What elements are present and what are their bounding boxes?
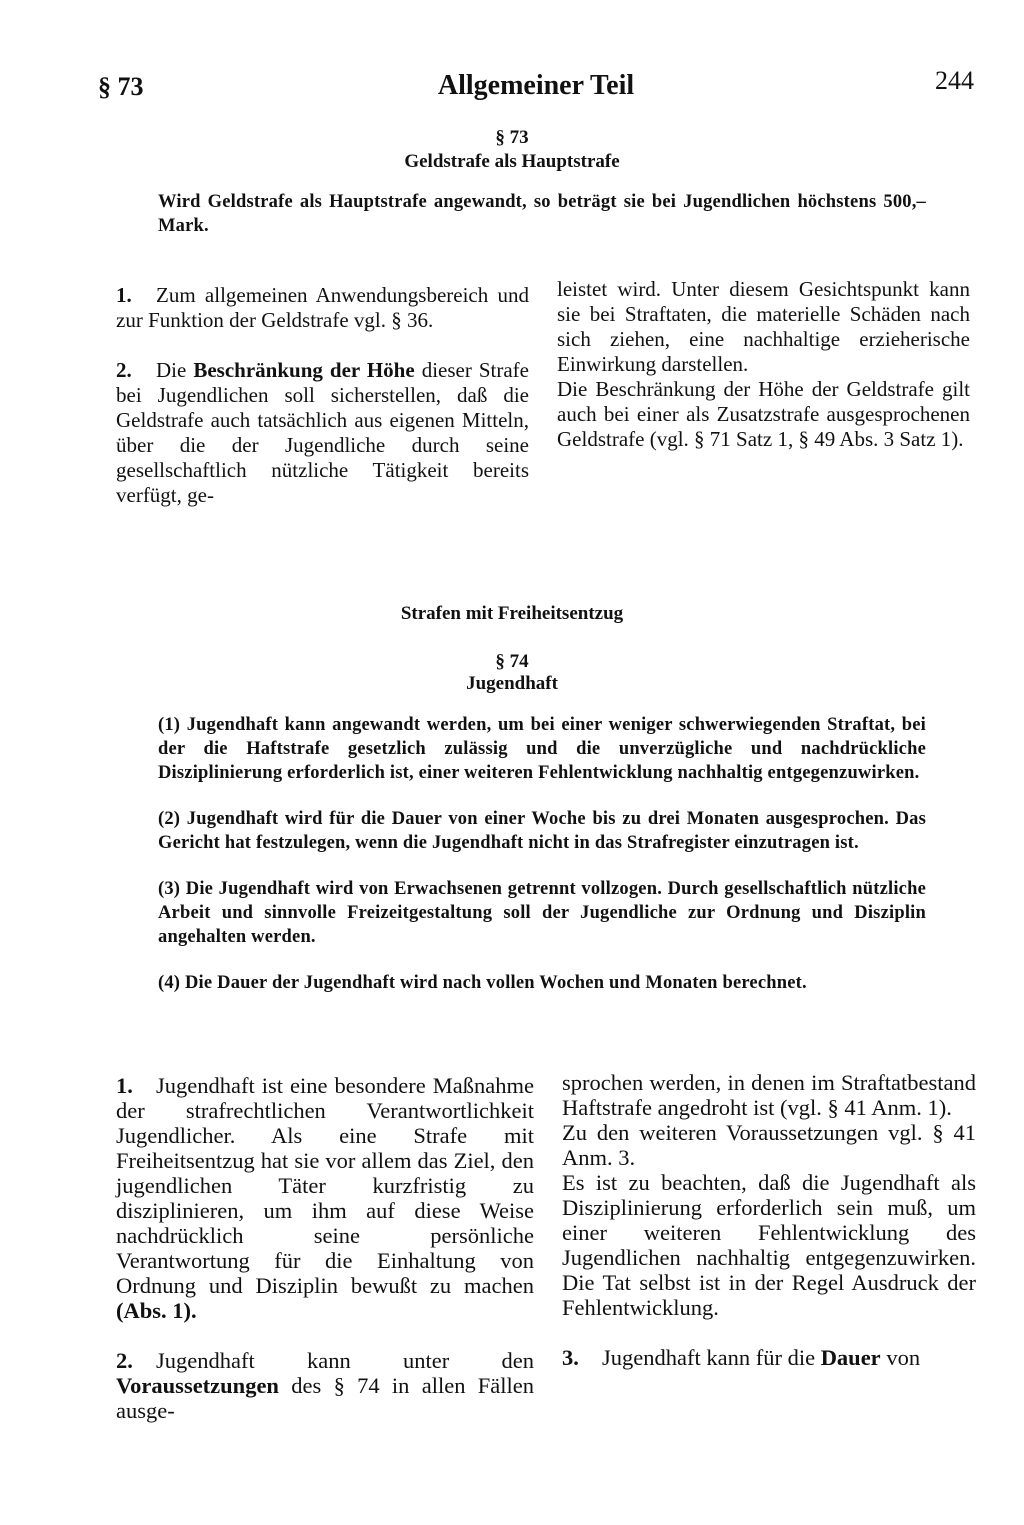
emphasis-text: Dauer — [820, 1345, 881, 1370]
commentary-73-right — [557, 277, 970, 452]
section-74-heading: Jugendhaft — [466, 673, 558, 694]
commentary-74-right — [562, 1070, 976, 1370]
law-paragraph-1: (1) Jugendhaft kann angewandt werden, um bei einer weniger schwerwiegenden Straftat, bei der die Haftstrafe gesetzlich zulässig und die unverzügliche und nachdrückliche Disziplinierung erforderlich ist, einer weiteren Fehlentwicklung nachhaltig entgegenzuwirken. — [158, 715, 926, 783]
running-header — [98, 66, 974, 106]
commentary-73-left — [116, 283, 529, 508]
section-74-law-text — [158, 713, 926, 995]
commentary-paragraph — [116, 358, 529, 508]
law-paragraph: Wird Geldstrafe als Hauptstrafe angewandt, so beträgt sie bei Jugendlichen höchstens 500,– Mark. — [158, 192, 926, 236]
note-text: von — [886, 1345, 921, 1370]
commentary-paragraph: sprochen werden, in denen im Straftatbestand Haftstrafe angedroht ist (vgl. § 41 Anm. 1). — [562, 1070, 976, 1120]
note-text: Jugendhaft ist eine besondere Maßnahme der strafrechtlichen Verantwortlichkeit Jugendlicher. Als eine Strafe mit Freiheitsentzug hat sie vor allem das Ziel, den jugendlichen Täter kurzfristig zu disziplinieren, um ihm auf diese Weise nachdrücklich seine persönliche Verantwortung für die Einhaltung von Ordnung und Disziplin bewußt zu machen — [116, 1073, 534, 1298]
note-number: 1. — [116, 283, 132, 307]
chapter-heading: Strafen mit Freiheitsentzug — [400, 603, 624, 624]
note-number: 2. — [116, 1348, 133, 1373]
note-text: Jugendhaft kann für die — [602, 1345, 816, 1370]
header-section: § 73 — [98, 72, 144, 101]
emphasis-text: (Abs. 1). — [116, 1298, 197, 1323]
commentary-paragraph: leistet wird. Unter diesem Gesichtspunkt kann sie bei Straftaten, die materielle Schäden nach sich ziehen, eine nachhaltige erzieherische Einwirkung darstellen. — [557, 277, 970, 376]
page-number: 244 — [935, 66, 974, 95]
law-paragraph-3: (3) Die Jugendhaft wird von Erwachsenen getrennt vollzogen. Durch gesellschaftlich nützliche Arbeit und sinnvolle Freizeitgestaltung soll der Jugendliche zur Ordnung und Disziplin angehalten werden. — [158, 879, 926, 947]
commentary-74-left — [116, 1073, 534, 1423]
note-text: des § 74 in allen Fällen ausge- — [116, 1373, 534, 1423]
law-paragraph-2: (2) Jugendhaft wird für die Dauer von einer Woche bis zu drei Monaten ausgesprochen. Das Gericht hat festzulegen, wenn die Jugendhaft nicht in das Strafregister einzutragen ist. — [158, 809, 926, 853]
section-74-number: § 74 — [495, 651, 529, 672]
section-73-law-text — [158, 190, 926, 238]
note-number: 2. — [116, 358, 132, 382]
header-title: Allgemeiner Teil — [437, 70, 635, 101]
section-73-heading: Geldstrafe als Hauptstrafe — [404, 151, 620, 172]
commentary-paragraph — [116, 1348, 534, 1423]
note-number: 1. — [116, 1073, 133, 1098]
note-text: dieser Strafe bei Jugendlichen soll sicherstellen, daß die Geldstrafe auch tatsächlich aus eigenen Mitteln, über die der Jugendliche durch seine gesellschaftlich nützliche Tätigkeit bereits verfügt, ge- — [116, 358, 529, 507]
note-text: Die — [156, 358, 187, 382]
commentary-paragraph — [116, 1073, 534, 1323]
emphasis-text: Voraussetzungen — [116, 1373, 279, 1398]
commentary-paragraph — [562, 1345, 976, 1370]
commentary-paragraph: Zu den weiteren Voraussetzungen vgl. § 41 Anm. 3. — [562, 1120, 976, 1170]
note-text: Jugendhaft kann unter den — [156, 1348, 534, 1373]
emphasis-text: Beschränkung der Höhe — [193, 358, 415, 382]
law-paragraph-4: (4) Die Dauer der Jugendhaft wird nach vollen Wochen und Monaten berechnet. — [158, 973, 807, 993]
note-number: 3. — [562, 1345, 579, 1370]
commentary-paragraph — [116, 283, 529, 333]
note-text: Zum allgemeinen Anwendungsbereich und zur Funktion der Geldstrafe vgl. § 36. — [116, 283, 529, 332]
commentary-paragraph: Es ist zu beachten, daß die Jugendhaft als Disziplinierung erforderlich sein muß, um einer weiteren Fehlentwicklung des Jugendlichen nachhaltig entgegenzuwirken. Die Tat selbst ist in der Regel Ausdruck der Fehlentwicklung. — [562, 1170, 976, 1320]
commentary-paragraph: Die Beschränkung der Höhe der Geldstrafe gilt auch bei einer als Zusatzstrafe ausgesprochenen Geldstrafe (vgl. § 71 Satz 1, § 49 Abs. 3 Satz 1). — [557, 377, 970, 451]
section-73-number: § 73 — [495, 127, 529, 148]
